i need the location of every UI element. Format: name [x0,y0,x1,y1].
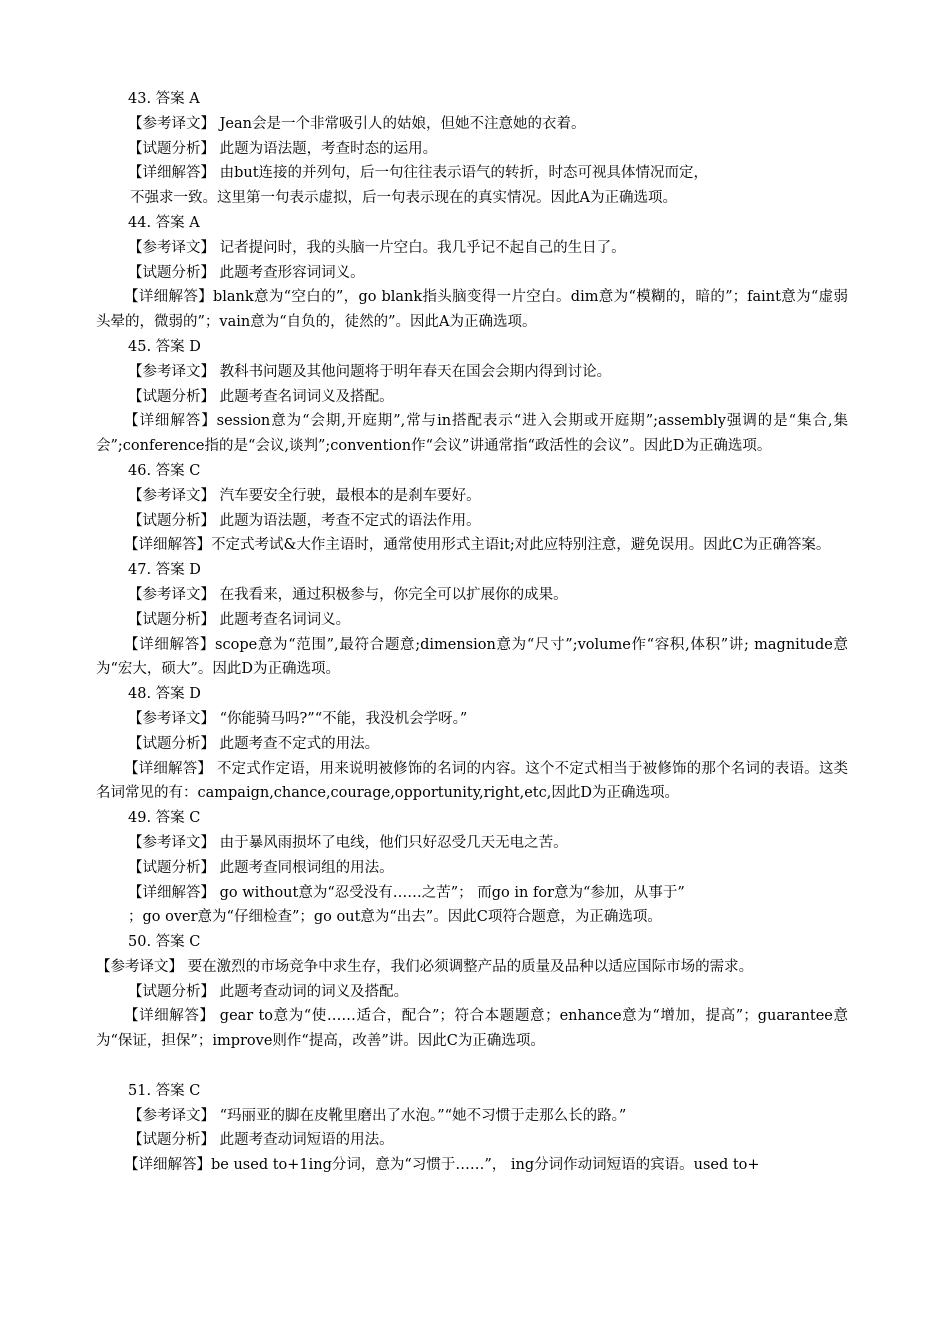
explanation-51: 【详细解答】be used to+1ing分词，意为“习惯于……”， ing分词作动词短语的宾语。used to+ [124,1157,760,1174]
document-page [96,87,848,1178]
translation-51: 【参考译文】 “玛丽亚的脚在皮靴里磨出了水泡。”“她不习惯于走那么长的路。” [128,1107,627,1124]
answer-47: 47. 答案 D [128,562,201,579]
analysis-51: 【试题分析】 此题考查动词短语的用法。 [128,1132,394,1149]
explanation-43: 【详细解答】 由but连接的并列句，后一句往往表示语气的转折，时态可视具体情况而定， [128,165,709,182]
translation-45: 【参考译文】 教科书问题及其他问题将于明年春天在国会会期内得到讨论。 [128,363,612,380]
translation-50: 【参考译文】 要在激烈的市场竞争中求生存，我们必须调整产品的质量及品种以适应国际市场的需求。 [96,958,754,975]
answer-46: 46. 答案 C [128,462,201,479]
translation-47: 【参考译文】 在我看来，通过积极参与，你完全可以扩展你的成果。 [128,586,568,603]
explanation-44: 【详细解答】blank意为“空白的”，go blank指头脑变得一片空白。dim意为“模糊的，暗的”；faint意为“虚弱头晕的，微弱的”；vain意为“自负的，徒然的”。因此A为正确选项。 [96,289,848,331]
analysis-49: 【试题分析】 此题考查同根词组的用法。 [128,859,394,876]
translation-43: 【参考译文】 Jean会是一个非常吸引人的姑娘，但她不注意她的衣着。 [128,115,586,132]
analysis-48: 【试题分析】 此题考查不定式的用法。 [128,735,380,752]
analysis-47: 【试题分析】 此题考查名词词义。 [128,611,351,628]
answer-48: 48. 答案 D [128,686,201,703]
answer-49: 49. 答案 C [128,810,201,827]
analysis-43: 【试题分析】 此题为语法题，考查时态的运用。 [128,140,438,157]
answer-44: 44. 答案 A [128,214,200,231]
explanation-45: 【详细解答】session意为“会期,开庭期”,常与in搭配表示“进入会期或开庭期”;assembly强调的是“集合,集会”;conference指的是“会议,谈判”;convention作“会议”讲通常指“政活性的会议”。因此D为正确选项。 [96,413,848,455]
analysis-50: 【试题分析】 此题考查动词的词义及搭配。 [128,983,409,1000]
answer-50: 50. 答案 C [128,934,201,951]
translation-48: 【参考译文】 “你能骑马吗?”“不能，我没机会学呀。” [128,710,468,727]
translation-44: 【参考译文】 记者提问时，我的头脑一片空白。我几乎记不起自己的生日了。 [128,239,626,256]
explanation-46: 【详细解答】不定式考试&大作主语时，通常使用形式主语it;对此应特别注意，避免误用。因此C为正确答案。 [124,537,831,554]
blank-line [96,1054,848,1079]
analysis-45: 【试题分析】 此题考查名词词义及搭配。 [128,388,394,405]
answer-51: 51. 答案 C [128,1082,201,1099]
translation-49: 【参考译文】 由于暴风雨损坏了电线，他们只好忍受几天无电之苦。 [128,834,568,851]
explanation-50: 【详细解答】 gear to意为“使……适合，配合”；符合本题题意；enhance意为“增加，提高”；guarantee意为“保证，担保”；improve则作“提高，改善”讲。因此C为正确选项。 [96,1008,848,1050]
explanation-49-cont: ；go over意为“仔细检查”；go out意为“出去”。因此C项符合题意，为正确选项。 [128,909,662,926]
analysis-46: 【试题分析】 此题为语法题，考查不定式的语法作用。 [128,512,481,529]
answer-45: 45. 答案 D [128,338,201,355]
explanation-43-cont: 不强求一致。这里第一句表示虚拟，后一句表示现在的真实情况。因此A为正确选项。 [130,190,677,207]
analysis-44: 【试题分析】 此题考查形容词词义。 [128,264,365,281]
explanation-49: 【详细解答】 go without意为“忍受没有……之苦”； 而go in for意为“参加，从事于” [128,884,685,901]
explanation-47: 【详细解答】scope意为“范围”,最符合题意;dimension意为“尺寸”;volume作“容积,体积”讲; magnitude意为“宏大，硕大”。因此D为正确选项。 [96,636,848,678]
explanation-48: 【详细解答】 不定式作定语，用来说明被修饰的名词的内容。这个不定式相当于被修饰的那个名词的表语。这类名词常见的有：campaign,chance,courage,opportunity,right,etc,因此D为正确选项。 [96,760,848,802]
answer-43: 43. 答案 A [128,91,200,107]
translation-46: 【参考译文】 汽车要安全行驶，最根本的是刹车要好。 [128,487,481,504]
